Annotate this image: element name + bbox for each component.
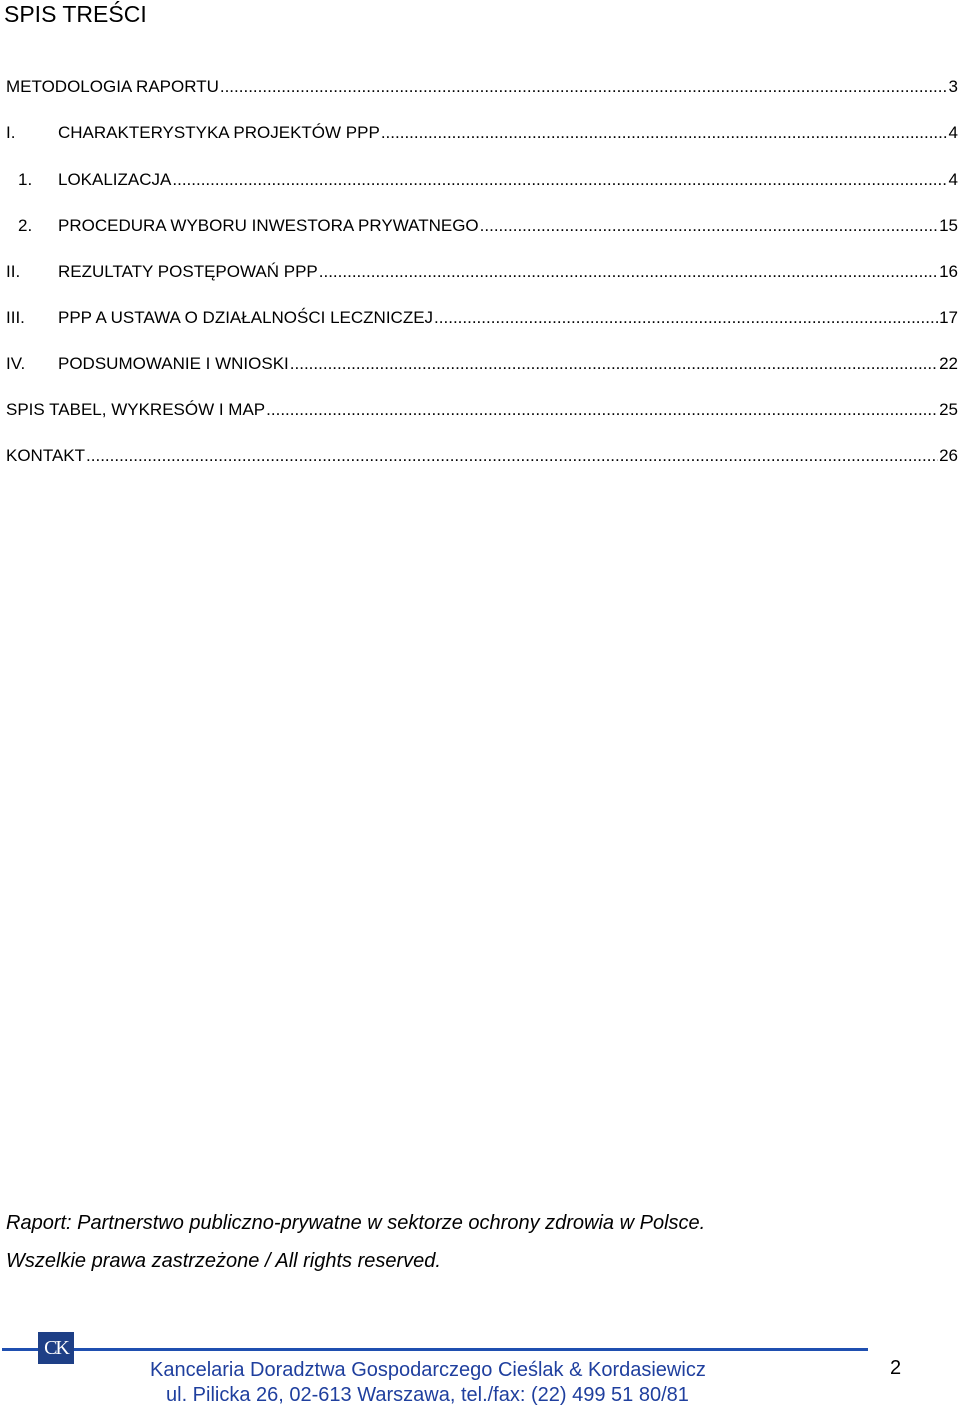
toc-leader-dots	[480, 215, 938, 237]
toc-leader-dots	[172, 169, 947, 191]
toc-entry-number: III.	[6, 308, 25, 327]
toc-entry-procedura[interactable]	[6, 215, 958, 237]
toc-entry-text: METODOLOGIA RAPORTU	[6, 77, 219, 96]
toc-entry-text: PODSUMOWANIE I WNIOSKI	[58, 354, 289, 373]
toc-entry-kontakt[interactable]	[6, 445, 958, 467]
report-footnote-rights: Wszelkie prawa zastrzeżone / All rights reserved.	[6, 1250, 441, 1272]
toc-entry-text: SPIS TABEL, WYKRESÓW I MAP	[6, 400, 266, 419]
footer-divider	[2, 1348, 868, 1351]
toc-entry-number: 2.	[18, 216, 33, 235]
toc-page-number: 16	[939, 262, 958, 281]
toc-page-number: 17	[939, 308, 958, 327]
toc-entry-spis-tabel[interactable]	[6, 399, 958, 421]
toc-entry-text: LOKALIZACJA	[58, 170, 172, 189]
toc-page-number: 25	[939, 400, 958, 419]
page-number: 2	[890, 1357, 902, 1379]
toc-leader-dots	[319, 261, 938, 283]
toc-entry-text: KONTAKT	[6, 446, 86, 465]
report-footnote-title: Raport: Partnerstwo publiczno-prywatne w sektorze ochrony zdrowia w Polsce.	[6, 1212, 706, 1234]
toc-leader-dots	[86, 445, 938, 467]
toc-leader-dots	[220, 76, 948, 98]
toc-entry-charakterystyka[interactable]	[6, 122, 958, 144]
toc-entry-text: CHARAKTERYSTYKA PROJEKTÓW PPP	[58, 123, 380, 142]
toc-entry-number: II.	[6, 262, 21, 281]
toc-entry-metodologia[interactable]	[6, 76, 958, 98]
toc-leader-dots	[434, 307, 938, 329]
toc-entry-text: REZULTATY POSTĘPOWAŃ PPP	[58, 262, 318, 281]
toc-entry-ustawa[interactable]	[6, 307, 958, 329]
toc-leader-dots	[381, 122, 948, 144]
toc-entry-number: IV.	[6, 354, 26, 373]
toc-leader-dots	[266, 399, 938, 421]
toc-page-number: 15	[939, 216, 958, 235]
toc-page-number: 4	[948, 170, 958, 189]
toc-page-number: 26	[939, 446, 958, 465]
toc-entry-text: PROCEDURA WYBORU INWESTORA PRYWATNEGO	[58, 216, 479, 235]
company-logo: CK	[38, 1332, 74, 1364]
toc-entry-text: PPP A USTAWA O DZIAŁALNOŚCI LECZNICZEJ	[58, 308, 434, 327]
footer-company-name: Kancelaria Doradztwa Gospodarczego Cieślak & Kordasiewicz	[150, 1359, 706, 1381]
toc-page-number: 22	[939, 354, 958, 373]
toc-entry-podsumowanie[interactable]	[6, 353, 958, 375]
toc-entry-number: 1.	[18, 170, 33, 189]
toc-title: SPIS TREŚCI	[4, 1, 147, 27]
toc-page-number: 4	[948, 123, 958, 142]
toc-entry-lokalizacja[interactable]	[6, 169, 958, 191]
toc-entry-rezultaty[interactable]	[6, 261, 958, 283]
toc-entry-number: I.	[6, 123, 16, 142]
toc-leader-dots	[290, 353, 938, 375]
toc-page-number: 3	[948, 77, 958, 96]
footer-address: ul. Pilicka 26, 02-613 Warszawa, tel./fax: (22) 499 51 80/81	[166, 1384, 689, 1406]
